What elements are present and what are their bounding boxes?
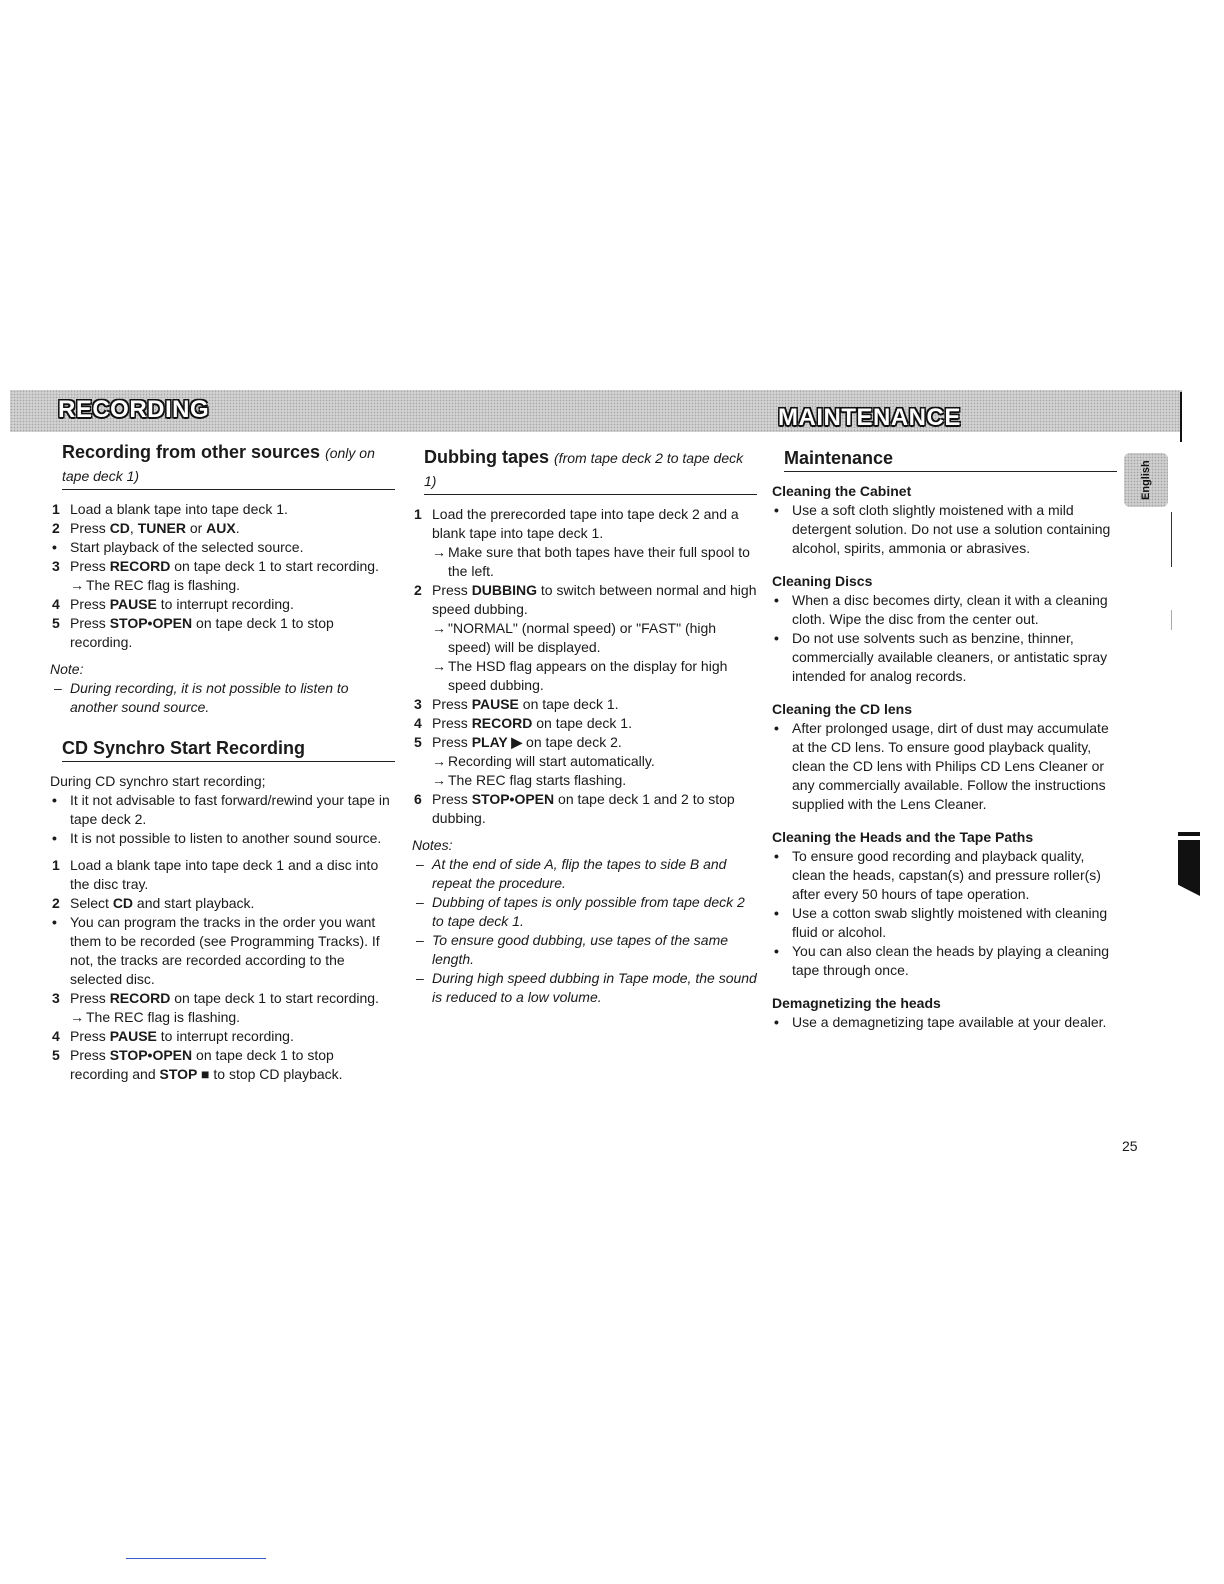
step-item: 3 Press RECORD on tape deck 1 to start recording. [52, 558, 379, 574]
notes-heading: Notes: [412, 837, 453, 853]
margin-rule-faint [1171, 610, 1172, 630]
language-tab-label: English [1140, 460, 1152, 500]
note-item: – During recording, it is not possible to listen to another sound source. [54, 680, 349, 715]
column-recording [50, 441, 395, 1084]
edge-marker [1178, 840, 1200, 896]
step-item: 1 Load a blank tape into tape deck 1. [52, 501, 288, 517]
bullet-item: • When a disc becomes dirty, clean it with a cleaning cloth. Wipe the disc from the center out. [774, 592, 1108, 627]
bullet-item: • Do not use solvents such as benzine, thinner, commercially available cleaners, or antistatic spray intended for analog records. [774, 630, 1108, 684]
step-item: 2 Press CD, TUNER or AUX. [52, 520, 240, 536]
step-item: 3 Press PAUSE on tape deck 1. [414, 696, 619, 712]
step-item: 2 Select CD and start playback. [52, 895, 255, 911]
subheading-cleaning-heads: Cleaning the Heads and the Tape Paths [772, 829, 1034, 845]
section-title-recording-other-sources: Recording from other sources (only on tape deck 1) [62, 441, 395, 490]
bottom-rule [126, 1558, 266, 1559]
subheading-demagnetizing: Demagnetizing the heads [772, 995, 941, 1011]
arrow-item: → The REC flag starts flashing. [432, 772, 627, 788]
section-title-maintenance: Maintenance [784, 447, 1117, 472]
arrow-item: → "NORMAL" (normal speed) or "FAST" (high speed) will be displayed. [432, 620, 717, 655]
maintenance-banner-title: MAINTENANCE [778, 404, 961, 431]
bullet-item: • You can also clean the heads by playing a cleaning tape through once. [774, 943, 1110, 978]
bullet-item: • It it not advisable to fast forward/rewind your tape in tape deck 2. [52, 792, 390, 827]
column-dubbing [412, 446, 757, 1007]
bullet-item: • Start playback of the selected source. [52, 539, 304, 555]
subheading-cleaning-discs: Cleaning Discs [772, 573, 873, 589]
bullet-item: • Use a demagnetizing tape available at your dealer. [774, 1014, 1107, 1030]
bullet-item: • Use a soft cloth slightly moistened with a mild detergent solution. Do not use a solution containing alcohol, spirits, ammonia or abrasives. [774, 502, 1111, 556]
bullet-item: • You can program the tracks in the order you want them to be recorded (see Programming Tracks). If not, the tracks are recorded according to the selected disc. [52, 914, 380, 987]
note-item: – At the end of side A, flip the tapes to side B and repeat the procedure. [416, 856, 727, 891]
step-item: 6 Press STOP•OPEN on tape deck 1 and 2 to stop dubbing. [414, 791, 735, 826]
bullet-item: • After prolonged usage, dirt of dust may accumulate at the CD lens. To ensure good playback quality, clean the CD lens with Philips CD Lens Cleaner or any commercially available. Follow the instructions supplied with the Lens Cleaner. [774, 720, 1109, 812]
bullet-item: • It is not possible to listen to another sound source. [52, 830, 382, 846]
step-item: 5 Press STOP•OPEN on tape deck 1 to stop recording. [52, 615, 334, 650]
subheading-cleaning-cd-lens: Cleaning the CD lens [772, 701, 913, 717]
step-item: 4 Press PAUSE to interrupt recording. [52, 1028, 294, 1044]
note-item: – To ensure good dubbing, use tapes of the same length. [416, 932, 729, 967]
arrow-item: → The REC flag is flashing. [70, 1009, 241, 1025]
step-item: 1 Load a blank tape into tape deck 1 and a disc into the disc tray. [52, 857, 379, 892]
arrow-item: → The REC flag is flashing. [70, 577, 241, 593]
margin-rule [1171, 512, 1172, 567]
note-heading: Note: [50, 661, 84, 677]
note-item: – During high speed dubbing in Tape mode, the sound is reduced to a low volume. [416, 970, 757, 1005]
step-item: 1 Load the prerecorded tape into tape deck 2 and a blank tape into tape deck 1. [414, 506, 739, 541]
note-item: – Dubbing of tapes is only possible from tape deck 2 to tape deck 1. [416, 894, 745, 929]
intro-text: During CD synchro start recording; [50, 773, 266, 789]
step-item: 5 Press PLAY ▶ on tape deck 2. [414, 734, 622, 750]
bullet-item: • To ensure good recording and playback quality, clean the heads, capstan(s) and pressure roller(s) after every 50 hours of tape operation. [774, 848, 1101, 902]
arrow-item: → The HSD flag appears on the display for high speed dubbing. [432, 658, 728, 693]
step-item: 4 Press RECORD on tape deck 1. [414, 715, 632, 731]
recording-banner-title: RECORDING [58, 396, 210, 423]
banner-end-rule [1180, 392, 1182, 442]
step-item: 4 Press PAUSE to interrupt recording. [52, 596, 294, 612]
subheading-cleaning-cabinet: Cleaning the Cabinet [772, 483, 912, 499]
bullet-item: • Use a cotton swab slightly moistened with cleaning fluid or alcohol. [774, 905, 1108, 940]
column-maintenance [772, 447, 1117, 1032]
arrow-item: → Make sure that both tapes have their full spool to the left. [432, 544, 750, 579]
edge-marker-top [1178, 832, 1200, 836]
section-title-dubbing-tapes: Dubbing tapes (from tape deck 2 to tape deck 1) [424, 446, 757, 495]
arrow-item: → Recording will start automatically. [432, 753, 655, 769]
section-title-cd-synchro: CD Synchro Start Recording [62, 737, 395, 762]
step-item: 3 Press RECORD on tape deck 1 to start recording. [52, 990, 379, 1006]
step-item: 2 Press DUBBING to switch between normal and high speed dubbing. [414, 582, 757, 617]
page-number: 25 [1122, 1138, 1138, 1154]
step-item: 5 Press STOP•OPEN on tape deck 1 to stop recording and STOP ■ to stop CD playback. [52, 1047, 343, 1082]
